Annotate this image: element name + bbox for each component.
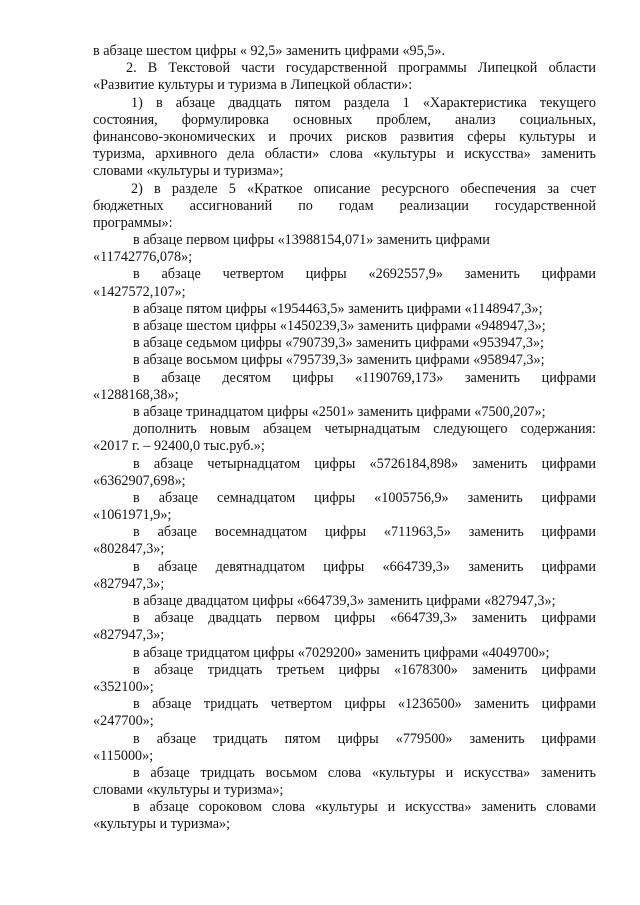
text-line: в абзаце тридцать восьмом слова «культуры и искусства» заменить [133, 764, 596, 781]
text-line: в абзаце десятом цифры «1190769,173» заменить цифрами [133, 369, 596, 386]
text-line: «352100»; [93, 678, 154, 695]
text-line: в абзаце четырнадцатом цифры «5726184,898» заменить цифрами [133, 455, 596, 472]
text-line: в абзаце девятнадцатом цифры «664739,3» заменить цифрами [133, 558, 596, 575]
text-line: в абзаце тридцатом цифры «7029200» заменить цифрами «4049700»; [133, 644, 550, 661]
text-line: в абзаце шестом цифры « 92,5» заменить цифрами «95,5». [93, 43, 446, 59]
text-line: в абзаце первом цифры «13988154,071» заменить цифрами [133, 232, 490, 249]
text-line: «1288168,38»; [93, 386, 179, 403]
text-line: дополнить новым абзацем четырнадцатым следующего содержания: [133, 421, 596, 438]
text-line: в абзаце седьмом цифры «790739,3» заменить цифрами «953947,3»; [133, 335, 544, 352]
text-line: в абзаце восьмом цифры «795739,3» заменить цифрами «958947,3»; [133, 352, 545, 369]
text-line: словами «культуры и туризма»; [93, 782, 284, 799]
text-line: «802847,3»; [93, 541, 165, 558]
text-line: в абзаце восемнадцатом цифры «711963,5» заменить цифрами [133, 524, 596, 541]
text-line: «827947,3»; [93, 575, 165, 592]
text-line: в абзаце тридцать третьем цифры «1678300» заменить цифрами [133, 661, 596, 678]
text-line: словами «культуры и туризма»; [93, 163, 284, 180]
text-line: «115000»; [93, 747, 154, 764]
text-line: финансово-экономических и прочих рисков развития сферы культуры и [93, 128, 596, 145]
text-line: состояния, формулировка основных проблем, анализ социальных, [93, 111, 596, 128]
text-line: 1) в абзаце двадцать пятом раздела 1 «Характеристика текущего [131, 94, 596, 111]
text-line: «827947,3»; [93, 627, 165, 644]
text-line: в абзаце двадцать первом цифры «664739,3» заменить цифрами [133, 610, 596, 627]
text-line: бюджетных ассигнований по годам реализации государственной [93, 197, 596, 214]
text-line: «1061971,9»; [93, 507, 172, 524]
document-body [93, 43, 596, 834]
text-line: «6362907,698»; [93, 472, 186, 489]
text-line: «2017 г. – 92400,0 тыс.руб.»; [93, 438, 265, 455]
text-line: в абзаце пятом цифры «1954463,5» заменить цифрами «1148947,3»; [133, 300, 543, 317]
text-line: в абзаце тринадцатом цифры «2501» заменить цифрами «7500,207»; [133, 403, 546, 420]
text-line: «1427572,107»; [93, 283, 186, 300]
text-line: в абзаце двадцатом цифры «664739,3» заменить цифрами «827947,3»; [133, 593, 556, 609]
text-line: туризма, архивного дела области» слова «культуры и искусства» заменить [93, 146, 596, 163]
text-line: в абзаце шестом цифры «1450239,3» заменить цифрами «948947,3»; [133, 318, 546, 334]
text-line: «культуры и туризма»; [93, 816, 231, 833]
text-line: в абзаце тридцать четвертом цифры «1236500» заменить цифрами [133, 696, 596, 713]
text-line: в абзаце семнадцатом цифры «1005756,9» заменить цифрами [133, 489, 596, 506]
text-line: программы»: [93, 214, 173, 231]
text-line: «11742776,078»; [93, 249, 193, 266]
text-line: в абзаце сороковом слова «культуры и искусства» заменить словами [133, 799, 596, 816]
text-line: «Развитие культуры и туризма в Липецкой области»: [93, 77, 413, 94]
text-line: 2. В Текстовой части государственной программы Липецкой области [126, 60, 596, 77]
text-line: в абзаце тридцать пятом цифры «779500» заменить цифрами [133, 730, 596, 747]
text-line: «247700»; [93, 713, 154, 730]
text-line: в абзаце четвертом цифры «2692557,9» заменить цифрами [133, 266, 596, 283]
text-line: 2) в разделе 5 «Краткое описание ресурсного обеспечения за счет [131, 180, 596, 197]
